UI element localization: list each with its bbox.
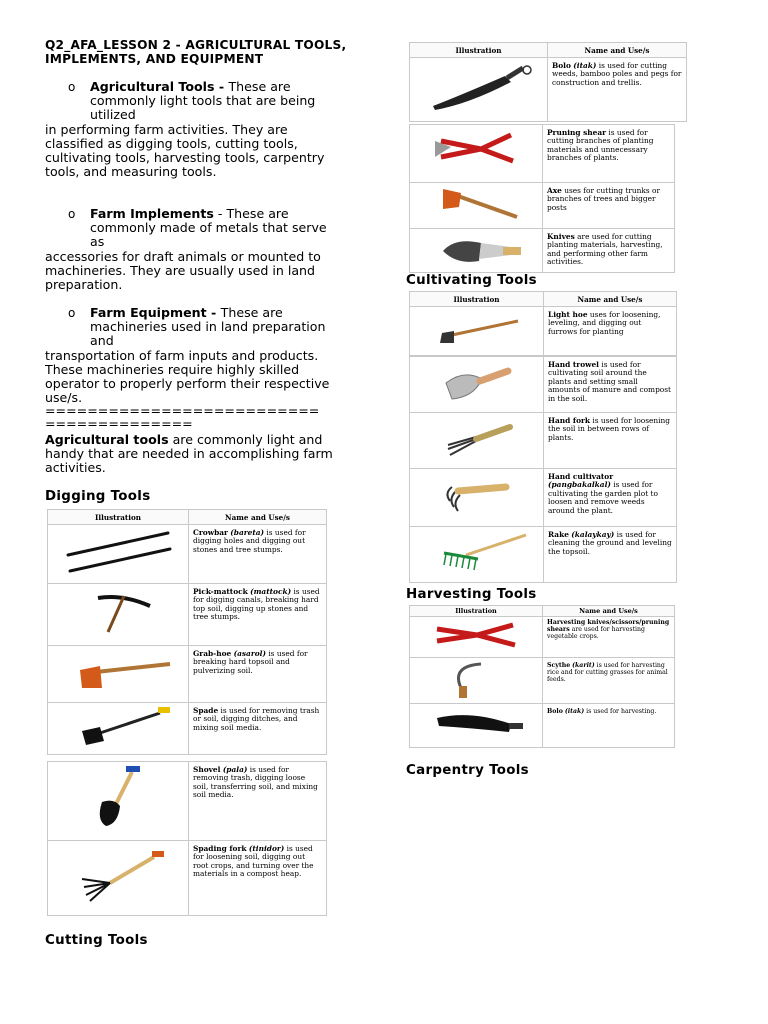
tool-description: Knives are used for cutting planting materials, harvesting, and performing other farm activities. [543, 229, 675, 273]
page-title: Q2_AFA_LESSON 2 - AGRICULTURAL TOOLS, IMPLEMENTS, AND EQUIPMENT [45, 38, 347, 66]
section-heading-carpentry: Carpentry Tools [406, 763, 529, 778]
tool-description: Hand trowel is used for cultivating soil around the plants and setting small amounts of manure and compost in the soil. [544, 357, 677, 413]
section-heading-digging: Digging Tools [45, 489, 151, 504]
hand-fork-icon [410, 413, 544, 469]
light-hoe-icon [410, 307, 544, 356]
intro-paragraph: Agricultural tools are commonly light and handy that are needed in accomplishing farm activities. [45, 432, 333, 476]
bullet-head: Agricultural Tools - These are [90, 79, 291, 94]
tool-description: Spade is used for removing trash or soil, digging ditches, and mixing soil media. [189, 703, 327, 755]
bolo-icon [410, 58, 548, 122]
bullet-head: Farm Equipment - These are [90, 305, 283, 320]
tool-description: Axe uses for cutting trunks or branches of trees and bigger posts [543, 183, 675, 229]
bullet-continuation: transportation of farm inputs and products. These machineries require highly skilled operator to properly perform their respective use/s. [45, 347, 330, 406]
table-row [410, 183, 675, 229]
tool-description: Crowbar (bareta) is used for digging holes and digging out stones and tree stumps. [189, 525, 327, 584]
table-row [410, 413, 677, 469]
section-heading-cutting: Cutting Tools [45, 933, 148, 948]
section-heading-cultivating: Cultivating Tools [406, 273, 537, 288]
cultivating-tools-table-2 [409, 356, 677, 583]
table-row [410, 58, 687, 122]
harvesting-shears-icon [410, 617, 543, 658]
bullet-farm-implements: o Farm Implements - These are commonly made of metals that serve as accessories for draft animals or mounted to machineries. They are usually used in land preparation. [45, 207, 365, 292]
bullet-continuation: accessories for draft animals or mounted to machineries. They are usually used in land preparation. [45, 248, 321, 293]
header-illustration: Illustration [410, 292, 544, 307]
tool-description: Pruning shear is used for cutting branches of planting materials and unnecessary branches of plants. [543, 125, 675, 183]
cutting-tools-table-2 [409, 124, 675, 273]
hand-cultivator-icon [410, 469, 544, 527]
table-row [410, 658, 675, 704]
table-row [410, 229, 675, 273]
shovel-icon [48, 762, 189, 841]
tool-description: Hand cultivator (pangbakalkal) is used for cultivating the garden plot to loosen and remove weeds around the plant. [544, 469, 677, 527]
tool-description: Bolo (itak) is used for harvesting. [543, 704, 675, 748]
separator-line: ========================== ============== [45, 403, 320, 431]
pick-mattock-icon [48, 584, 189, 646]
tool-description: Grab-hoe (asarol) is used for breaking hard topsoil and pulverizing soil. [189, 646, 327, 703]
bullet-marker: o [68, 207, 76, 221]
tool-description: Shovel (pala) is used for removing trash, digging loose soil, transferring soil, and mixing soil media. [189, 762, 327, 841]
bullet-continuation: in performing farm activities. They are classified as digging tools, cutting tools, cultivating tools, harvesting tools, carpentry tools, and measuring tools. [45, 121, 325, 180]
bolo-harvest-icon [410, 704, 543, 748]
pruning-shear-icon [410, 125, 543, 183]
cultivating-tools-table [409, 291, 677, 356]
bullet-farm-equipment: o Farm Equipment - These are machineries used in land preparation and transportation of farm inputs and products. These machineries require highly skilled operator to properly perform their respective use/s. [45, 306, 365, 405]
header-name-use: Name and Use/s [544, 292, 677, 307]
tool-description: Hand fork is used for loosening the soil in between rows of plants. [544, 413, 677, 469]
header-name-use: Name and Use/s [548, 43, 687, 58]
table-row [48, 525, 327, 584]
table-row [410, 469, 677, 527]
table-row [410, 307, 677, 356]
harvesting-tools-table [409, 605, 675, 748]
table-row [410, 617, 675, 658]
bullet-head: Farm Implements - These are [90, 206, 289, 221]
table-row [410, 704, 675, 748]
table-row [410, 125, 675, 183]
grab-hoe-icon [48, 646, 189, 703]
table-row [48, 584, 327, 646]
knife-icon [410, 229, 543, 273]
digging-tools-table-2 [47, 761, 327, 916]
header-illustration: Illustration [48, 510, 189, 525]
rake-icon [410, 527, 544, 583]
tool-description: Pick-mattock (mattock) is used for digging canals, breaking hard top soil, digging up stones and tree stumps. [189, 584, 327, 646]
bullet-marker: o [68, 306, 76, 320]
tool-description: Rake (kalaykay) is used for cleaning the ground and leveling the topsoil. [544, 527, 677, 583]
header-illustration: Illustration [410, 606, 543, 617]
tool-description: Harvesting knives/scissors/pruning shears are used for harvesting vegetable crops. [543, 617, 675, 658]
header-illustration: Illustration [410, 43, 548, 58]
table-row [48, 646, 327, 703]
tool-description: Light hoe uses for loosening, leveling, and digging out furrows for planting [544, 307, 677, 356]
table-row [410, 357, 677, 413]
axe-icon [410, 183, 543, 229]
tool-description: Scythe (karit) is used for harvesting rice and for cutting grasses for animal feeds. [543, 658, 675, 704]
hand-trowel-icon [410, 357, 544, 413]
section-heading-harvesting: Harvesting Tools [406, 587, 537, 602]
cutting-tools-table [409, 42, 687, 122]
bullet-marker: o [68, 80, 76, 94]
header-name-use: Name and Use/s [543, 606, 675, 617]
tool-description: Bolo (itak) is used for cutting weeds, bamboo poles and pegs for construction and trellis. [548, 58, 687, 122]
spade-icon [48, 703, 189, 755]
bullet-agricultural-tools: o Agricultural Tools - These are commonly light tools that are being utilized in performing farm activities. They are classified as digging tools, cutting tools, cultivating tools, harvesting tools, carpentry tools, and measuring tools. [45, 80, 365, 179]
digging-tools-table [47, 509, 327, 755]
table-row [48, 762, 327, 841]
scythe-icon [410, 658, 543, 704]
crowbar-icon [48, 525, 189, 584]
spading-fork-icon [48, 841, 189, 916]
table-row [48, 703, 327, 755]
tool-description: Spading fork (tinidor) is used for loosening soil, digging out root crops, and turning over the materials in a compost heap. [189, 841, 327, 916]
table-row [410, 527, 677, 583]
table-row [48, 841, 327, 916]
header-name-use: Name and Use/s [189, 510, 327, 525]
